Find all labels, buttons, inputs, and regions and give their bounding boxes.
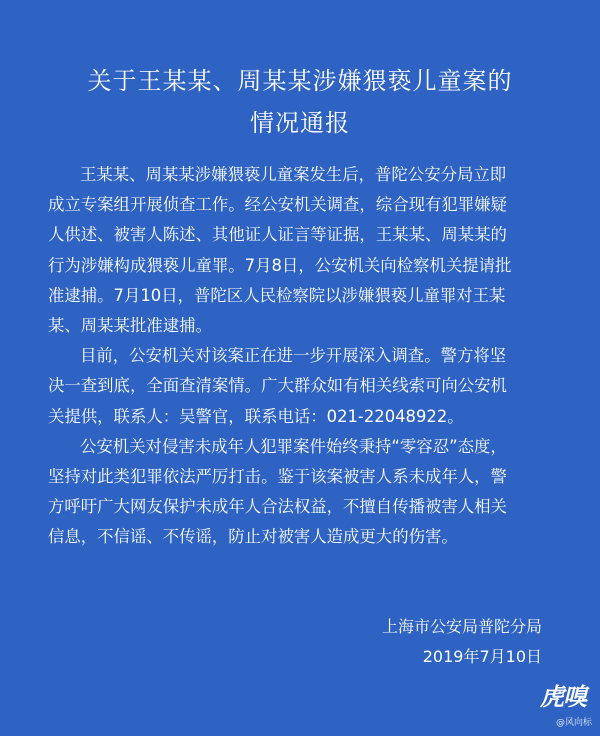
text-line: 关提供，联系人：吴警官，联系电话：021-22048922。: [48, 406, 464, 426]
text-line: 王某某、周某某涉嫌猥亵儿童案发生后，普陀公安分局立即: [80, 165, 507, 184]
notice-title: [0, 60, 600, 144]
text-line: 决一查到底，全面查清案情。广大群众如有相关线索可向公安机: [48, 376, 507, 396]
paragraph-1: [48, 160, 568, 341]
text-line: 行为涉嫌构成猥亵儿童罪。7月8日，公安机关向检察机关提请批: [48, 255, 512, 275]
text-line: 方呼吁广大网友保护未成年人合法权益，不擅自传播被害人相关: [48, 497, 507, 517]
watermark-handle: @风向标: [555, 718, 592, 728]
text-line: 目前，公安机关对该案正在进一步开展深入调查。警方将坚: [80, 346, 507, 366]
title-line-1: 关于王某某、周某某涉嫌猥亵儿童案的: [87, 67, 513, 95]
paragraph-2: [48, 341, 568, 432]
signature-block: [382, 612, 542, 672]
text-line: 准逮捕。7月10日，普陀区人民检察院以涉嫌猥亵儿童罪对王某: [48, 285, 506, 305]
notice-body: [48, 160, 568, 552]
text-line: 某、周某某批准逮捕。: [48, 315, 212, 335]
text-line: 公安机关对侵害未成年人犯罪案件始终秉持“零容忍”态度，: [80, 436, 507, 456]
text-line: 人供述、被害人陈述、其他证人证言等证据，王某某、周某某的: [48, 225, 507, 245]
text-line: 信息，不信谣、不传谣，防止对被害人造成更大的伤害。: [48, 527, 458, 547]
watermark-logo: 虎嗅: [540, 682, 586, 711]
text-line: 坚持对此类犯罪依法严厉打击。鉴于该案被害人系未成年人，警: [48, 466, 507, 486]
text-line: 成立专案组开展侦查工作。经公安机关调查，综合现有犯罪嫌疑: [48, 195, 507, 215]
title-line-2: 情况通报: [250, 109, 350, 137]
issuing-organization: 上海市公安局普陀分局: [381, 617, 542, 636]
issue-date: 2019年7月10日: [422, 647, 542, 666]
paragraph-3: [48, 432, 568, 553]
